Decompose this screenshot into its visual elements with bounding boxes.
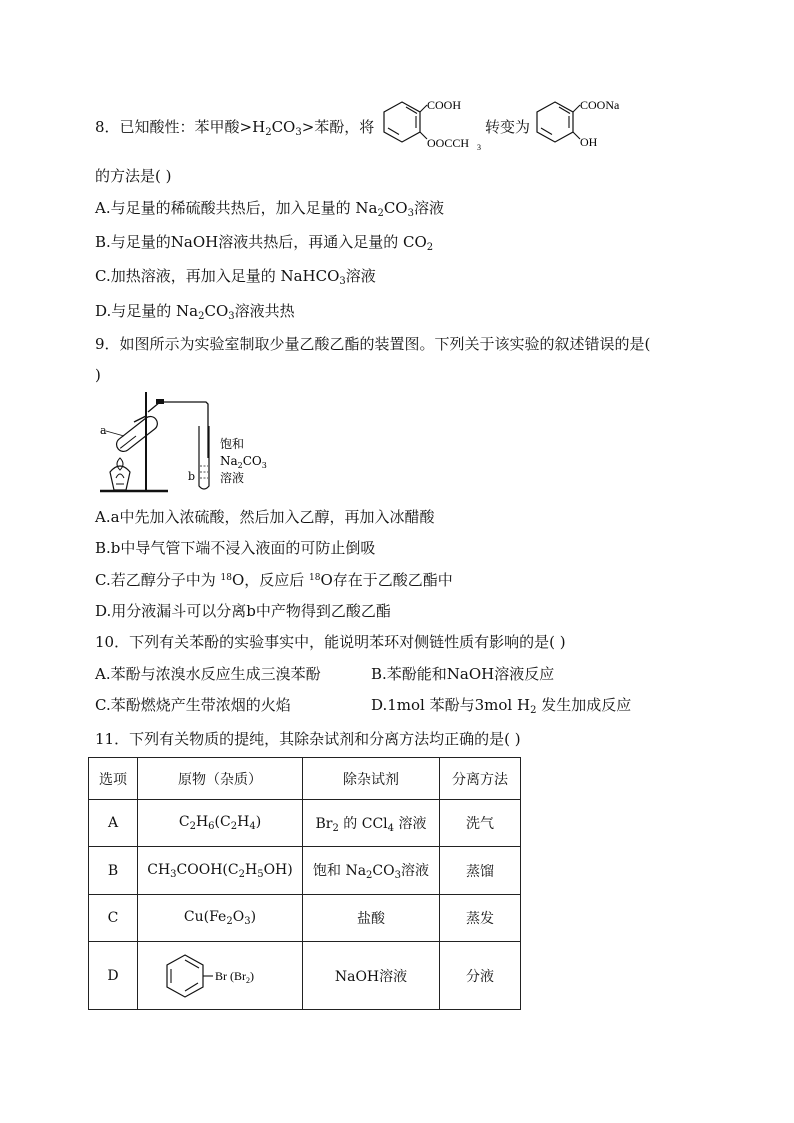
q8-stem: 8．已知酸性：苯甲酸$>H_2CO_3>$苯酚，将 [95, 118, 375, 138]
table-header-row [89, 758, 521, 800]
oh-label: OH [580, 135, 598, 149]
header-substance: 原物（杂质） [138, 758, 303, 800]
coona-label: COONa [580, 98, 620, 112]
q8-convert-text: 转变为 [485, 118, 531, 136]
cell-substance: $C_2H_6(C_2H_4)$ [138, 800, 303, 847]
q9-option-d: D.用分液漏斗可以分离b中产物得到乙酸乙酯 [95, 602, 391, 620]
reactant-structure [380, 92, 490, 154]
svg-text:Br (Br2): Br $(Br_2)$ [215, 968, 254, 985]
q9-option-b: B.b中导气管下端不浸入液面的可防止倒吸 [95, 539, 376, 557]
cell-substance: $Cu(Fe_2O_3)$ [138, 895, 303, 942]
q10-number: 10 [95, 633, 115, 651]
product-structure [533, 92, 643, 154]
q9-option-c: C.若乙醇分子中为 $^{18}$O，反应后 $^{18}$O存在于乙酸乙酯中 [95, 571, 453, 589]
svg-text:3: 3 [477, 143, 481, 152]
svg-text:溶液: 溶液 [220, 471, 245, 485]
q8-option-c: C.加热溶液，再加入足量的 NaHCO$_3$溶液 [95, 267, 376, 287]
cell-substance [138, 942, 303, 1010]
q9-stem-cont: ) [95, 366, 101, 384]
svg-text:饱和: 饱和 [220, 437, 245, 451]
q10-option-b: B.苯酚能和NaOH溶液反应 [371, 665, 555, 683]
q10-option-c: C.苯酚燃烧产生带浓烟的火焰 [95, 696, 291, 714]
q10-option-a: A.苯酚与浓溴水反应生成三溴苯酚 [95, 665, 321, 683]
ester-apparatus-diagram [96, 390, 286, 496]
header-method: 分离方法 [440, 758, 521, 800]
table-row: D Br $(Br_2)$ NaOH溶液 分液 [89, 942, 521, 1010]
q11-stem: 11．下列有关物质的提纯，其除杂试剂和分离方法均正确的是( ) [95, 730, 521, 748]
cell-substance: $CH_3COOH(C_2H_5OH)$ [138, 847, 303, 895]
svg-text:Na2CO3: $Na_2CO_3$ [220, 454, 267, 470]
label-b: b [188, 470, 196, 483]
q10-stem: 10．下列有关苯酚的实验事实中，能说明苯环对侧链性质有影响的是( ) [95, 633, 566, 651]
cell-reagent: 饱和 $Na_2CO_3$溶液 [303, 847, 440, 895]
header-reagent: 除杂试剂 [303, 758, 440, 800]
header-option: 选项 [89, 758, 138, 800]
purification-table [88, 757, 521, 1010]
q8-option-a: A.与足量的稀硫酸共热后，加入足量的 $Na_2CO_3$溶液 [95, 199, 444, 219]
table-row: A $C_2H_6(C_2H_4)$ $Br_2$ 的 CCl$_4$ 溶液 洗气 [89, 800, 521, 847]
bromobenzene-structure [155, 951, 285, 1001]
ester-label: OOCCH [427, 136, 470, 150]
q11-number: 11 [95, 730, 115, 748]
q9-number: 9 [95, 335, 105, 353]
table-row: C $Cu(Fe_2O_3)$ 盐酸 蒸发 [89, 895, 521, 942]
table-row: B $CH_3COOH(C_2H_5OH)$ 饱和 $Na_2CO_3$溶液 蒸馏 [89, 847, 521, 895]
q8-number: 8 [95, 118, 105, 136]
label-a: a [100, 424, 107, 437]
q10-option-d: D.1mol 苯酚与3mol $H_2$ 发生加成反应 [371, 696, 632, 716]
q8-stem-end: 的方法是( ) [95, 167, 172, 185]
q9-option-a: A.a中先加入浓硫酸，然后加入乙醇，再加入冰醋酸 [95, 508, 435, 526]
q8-option-d: D.与足量的 $Na_2CO_3$溶液共热 [95, 302, 295, 322]
cell-reagent: $Br_2$ 的 CCl$_4$ 溶液 [303, 800, 440, 847]
cooh-label: COOH [427, 98, 462, 112]
q9-stem: 9．如图所示为实验室制取少量乙酸乙酯的装置图。下列关于该实验的叙述错误的是( [95, 335, 651, 353]
q8-option-b: B.与足量的NaOH溶液共热后，再通入足量的 $CO_2$ [95, 233, 434, 253]
